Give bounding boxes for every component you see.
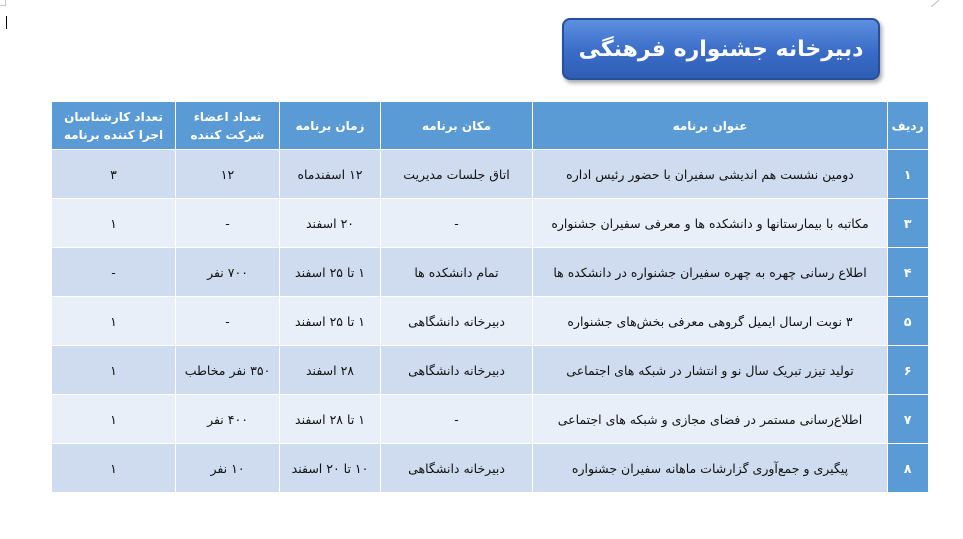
cell-experts: - xyxy=(52,248,176,297)
cell-row-num: ۷ xyxy=(888,395,928,444)
cell-location: تمام دانشکده ها xyxy=(381,248,533,297)
cell-participants: - xyxy=(176,199,280,248)
cell-location: - xyxy=(381,199,533,248)
table-row xyxy=(52,150,928,199)
header-program-title: عنوان برنامه xyxy=(533,102,888,150)
cell-location: دبیرخانه دانشگاهی xyxy=(381,297,533,346)
cell-participants: ۴۰۰ نفر xyxy=(176,395,280,444)
cell-location: دبیرخانه دانشگاهی xyxy=(381,444,533,493)
cell-location: اتاق جلسات مدیریت xyxy=(381,150,533,199)
cell-row-num: ۳ xyxy=(888,199,928,248)
cell-program-title: اطلاع رسانی چهره به چهره سفیران جشنواره در دانشکده ها xyxy=(533,248,888,297)
cell-participants: ۱۲ xyxy=(176,150,280,199)
cell-time: ۱۲ اسفندماه xyxy=(280,150,381,199)
cell-participants: ۳۵۰ نفر مخاطب xyxy=(176,346,280,395)
cell-experts: ۱ xyxy=(52,297,176,346)
program-table xyxy=(51,102,928,493)
cell-location: دبیرخانه دانشگاهی xyxy=(381,346,533,395)
table-row xyxy=(52,199,928,248)
cell-participants: ۱۰ نفر xyxy=(176,444,280,493)
cell-program-title: تولید تیزر تبریک سال نو و انتشار در شبکه های اجتماعی xyxy=(533,346,888,395)
cell-time: ۱۰ تا ۲۰ اسفند xyxy=(280,444,381,493)
header-time: زمان برنامه xyxy=(280,102,381,150)
table-row xyxy=(52,297,928,346)
cell-experts: ۱ xyxy=(52,346,176,395)
slide-title-banner xyxy=(562,18,880,80)
cell-row-num: ۵ xyxy=(888,297,928,346)
cell-participants: - xyxy=(176,297,280,346)
cell-row-num: ۴ xyxy=(888,248,928,297)
cell-time: ۲۸ اسفند xyxy=(280,346,381,395)
cell-experts: ۱ xyxy=(52,395,176,444)
cell-program-title: دومین نشست هم اندیشی سفیران با حضور رئیس اداره xyxy=(533,150,888,199)
table-row xyxy=(52,346,928,395)
header-experts: تعداد کارشناسان اجرا کننده برنامه xyxy=(52,102,176,150)
slide-title: دبیرخانه جشنواره فرهنگی xyxy=(578,36,864,62)
cell-program-title: مکاتبه با بیمارستانها و دانشکده ها و معرفی سفیران جشنواره xyxy=(533,199,888,248)
cell-experts: ۳ xyxy=(52,150,176,199)
text-cursor xyxy=(6,16,7,29)
cell-location: - xyxy=(381,395,533,444)
table-row xyxy=(52,248,928,297)
cell-program-title: اطلاع‌رسانی مستمر در فضای مجازی و شبکه های اجتماعی xyxy=(533,395,888,444)
header-location: مکان برنامه xyxy=(381,102,533,150)
header-row-num: ردیف xyxy=(888,102,928,150)
cell-program-title: ۳ نوبت ارسال ایمیل گروهی معرفی بخش‌های جشنواره xyxy=(533,297,888,346)
cell-program-title: پیگیری و جمع‌آوری گزارشات ماهانه سفیران جشنواره xyxy=(533,444,888,493)
cell-time: ۱ تا ۲۸ اسفند xyxy=(280,395,381,444)
cell-row-num: ۱ xyxy=(888,150,928,199)
cell-row-num: ۸ xyxy=(888,444,928,493)
table-header-row xyxy=(52,102,928,150)
cell-row-num: ۶ xyxy=(888,346,928,395)
window-corner-mark xyxy=(0,0,6,6)
header-participants: تعداد اعضاء شرکت کننده xyxy=(176,102,280,150)
cell-participants: ۷۰۰ نفر xyxy=(176,248,280,297)
table-row xyxy=(52,444,928,493)
corner-line xyxy=(931,0,939,7)
cell-experts: ۱ xyxy=(52,199,176,248)
cell-time: ۱ تا ۲۵ اسفند xyxy=(280,297,381,346)
cell-time: ۱ تا ۲۵ اسفند xyxy=(280,248,381,297)
cell-time: ۲۰ اسفند xyxy=(280,199,381,248)
cell-experts: ۱ xyxy=(52,444,176,493)
table-row xyxy=(52,395,928,444)
